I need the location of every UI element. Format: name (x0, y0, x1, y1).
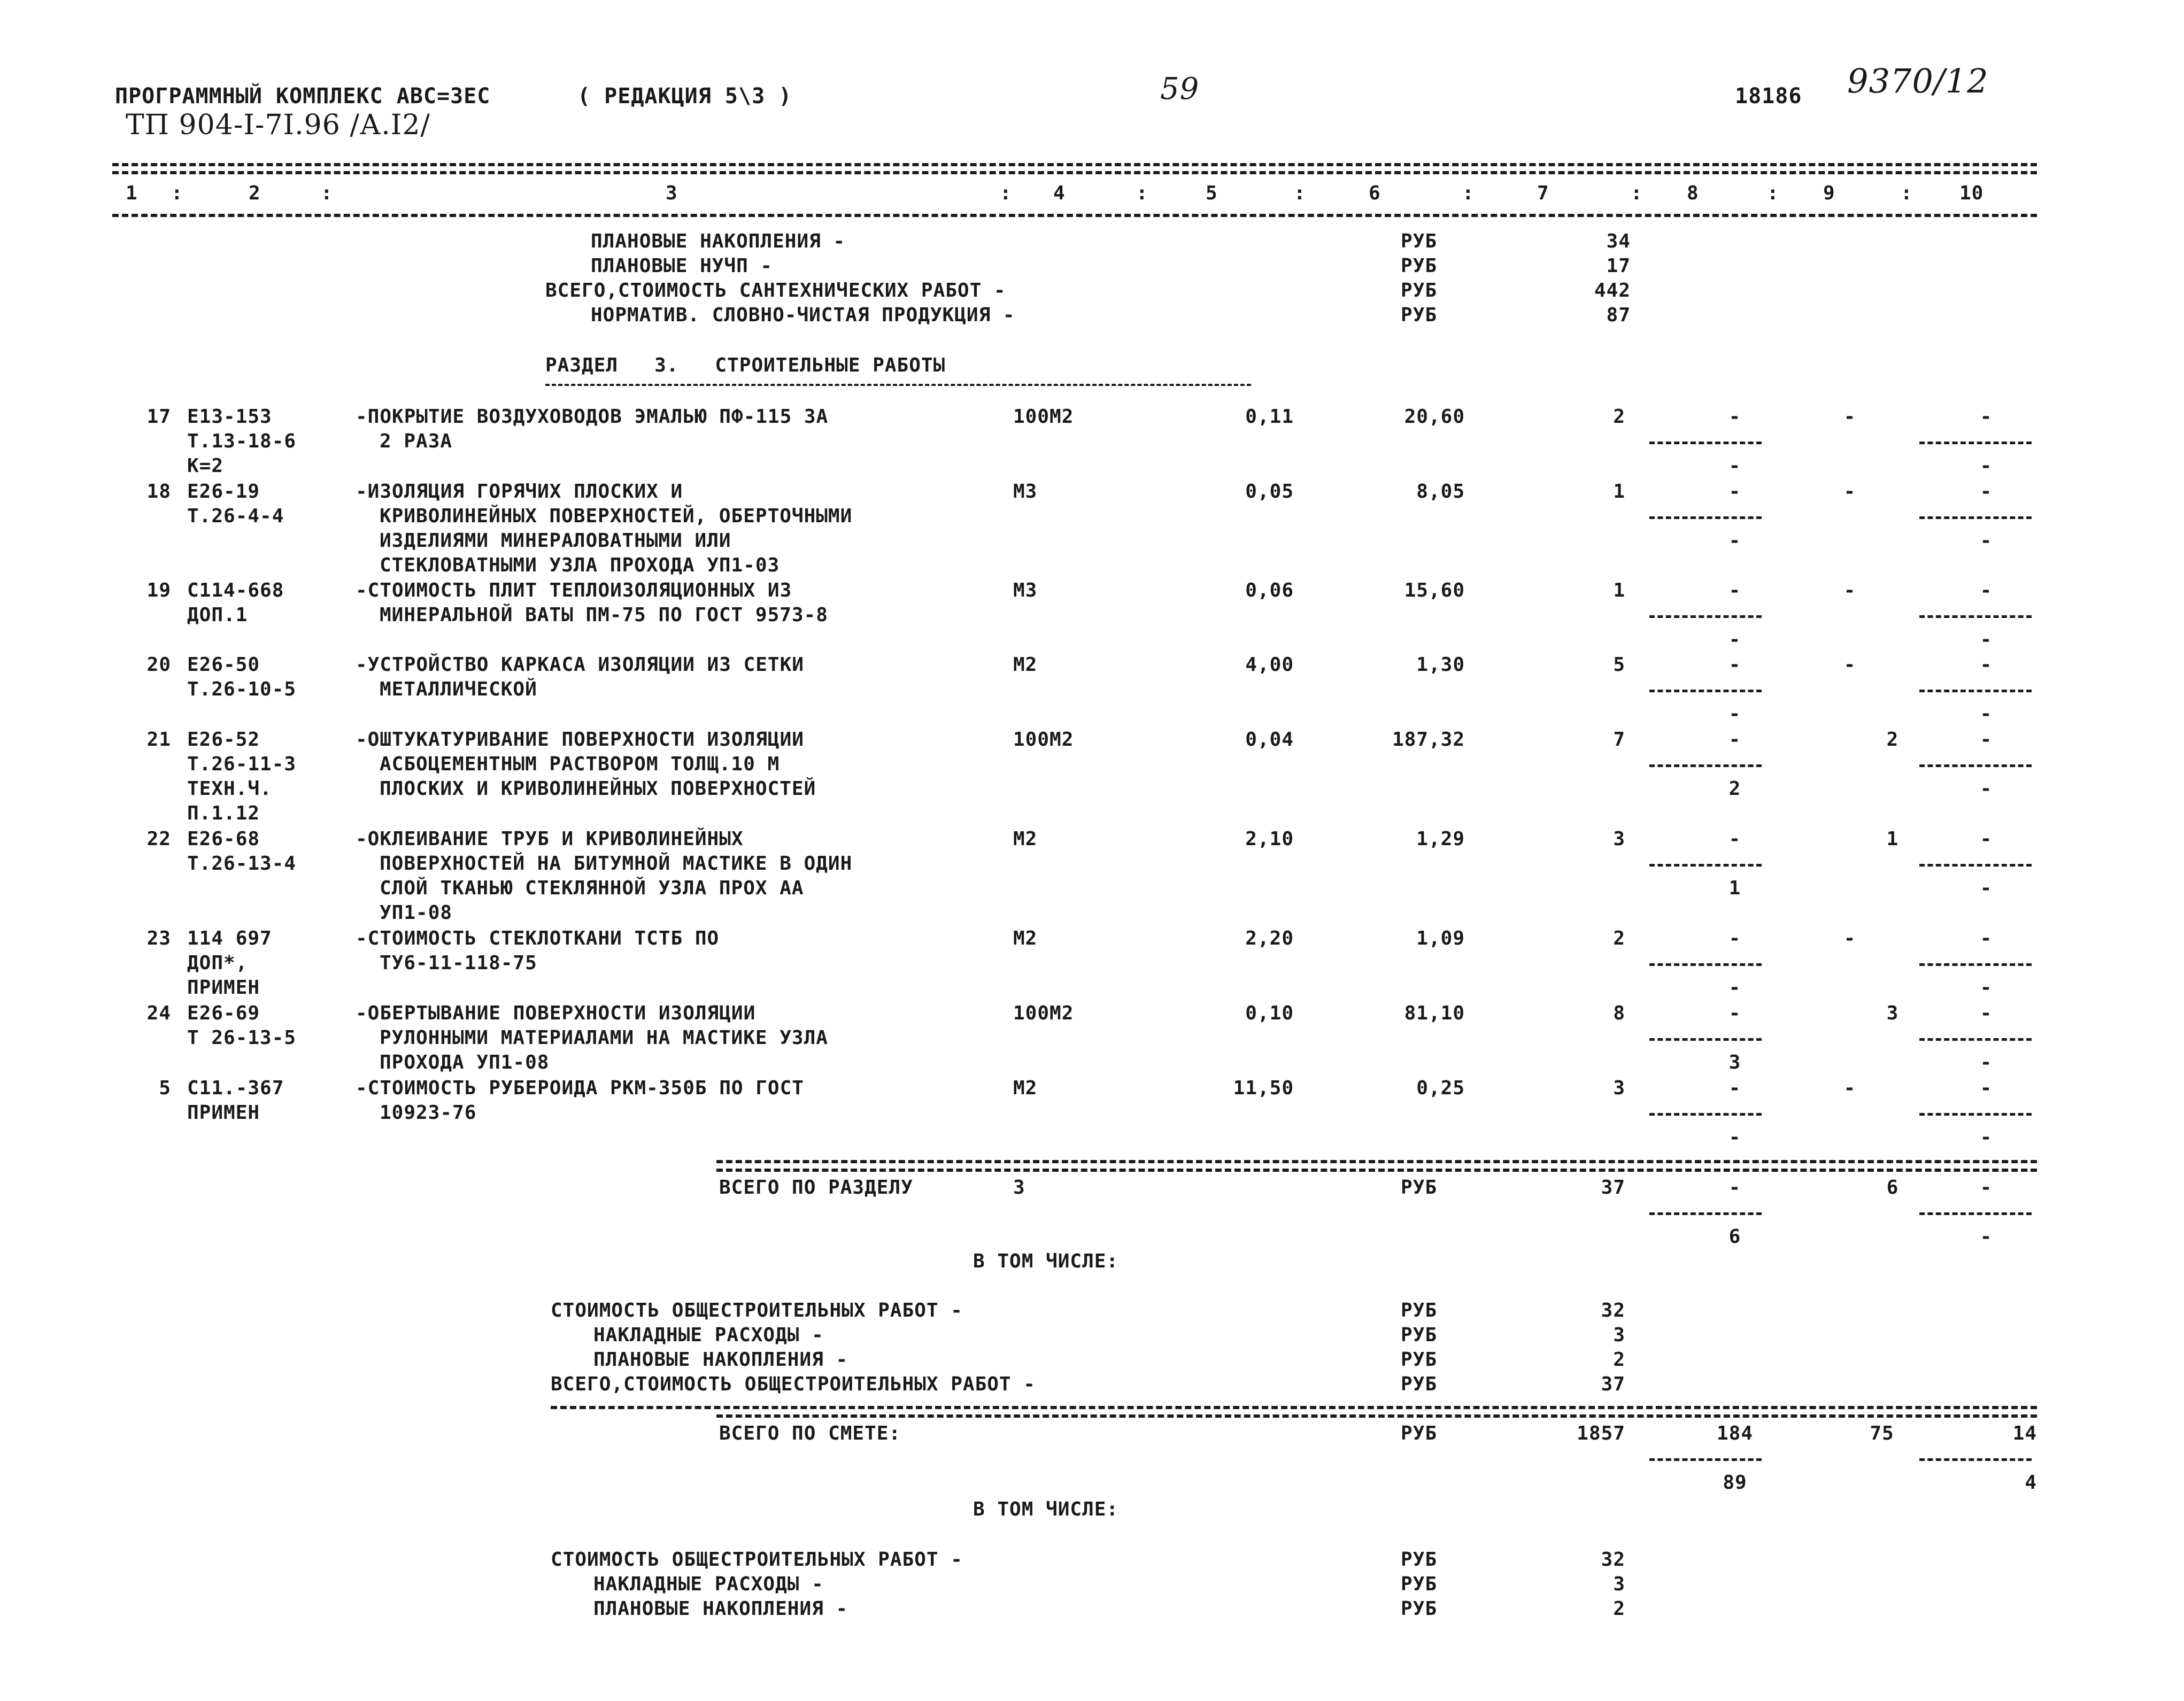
row-col10-lower: - (1980, 977, 1993, 999)
row-col8: - (1728, 579, 1741, 601)
cell-divider (1649, 764, 1762, 767)
column-header-10: 10 (1959, 182, 1984, 204)
row-col10: - (1980, 828, 1993, 850)
row-description: СЛОЙ ТКАНЬЮ СТЕКЛЯННОЙ УЗЛА ПРОХ АА (380, 877, 804, 899)
column-separator: : (1136, 182, 1148, 204)
row-unit: 100М2 (1013, 1002, 1074, 1024)
breakdown-label: СТОИМОСТЬ ОБЩЕСТРОИТЕЛЬНЫХ РАБОТ - (551, 1300, 963, 1321)
section-title: РАЗДЕЛ 3. СТРОИТЕЛЬНЫЕ РАБОТЫ (545, 354, 946, 376)
row-col8: - (1728, 654, 1741, 676)
row-col8-lower: - (1728, 629, 1741, 651)
row-description: СТЕКЛОВАТНЫМИ УЗЛА ПРОХОДА УП1-03 (380, 554, 780, 576)
column-separator: : (1000, 182, 1012, 204)
row-code: ПРИМЕН (187, 977, 260, 999)
breakdown-unit: РУБ (1401, 1300, 1438, 1321)
cell-divider (1649, 963, 1762, 966)
breakdown-amount: 32 (1601, 1549, 1625, 1571)
row-code: Е26-52 (187, 729, 260, 751)
row-col8: - (1728, 1002, 1741, 1024)
row-number: 24 (146, 1002, 171, 1024)
row-number: 19 (146, 579, 171, 601)
row-unit: М2 (1013, 1077, 1038, 1099)
section-total-col8: - (1728, 1177, 1741, 1199)
row-code: С114-668 (187, 579, 284, 601)
breakdown-label: НАКЛАДНЫЕ РАСХОДЫ - (593, 1324, 824, 1346)
cell-divider (1919, 1038, 2032, 1041)
column-separator: : (1462, 182, 1475, 204)
row-unit: М2 (1013, 654, 1038, 676)
row-col8: - (1728, 927, 1741, 949)
breakdown-unit: РУБ (1401, 1349, 1438, 1371)
row-code: Е26-68 (187, 828, 260, 850)
breakdown-amount: 2 (1613, 1598, 1625, 1620)
cell-divider (1649, 615, 1762, 618)
column-header-9: 9 (1823, 182, 1835, 204)
summary-unit: РУБ (1401, 280, 1438, 301)
column-header-3: 3 (666, 182, 678, 204)
row-number: 20 (146, 654, 171, 676)
row-code: Т.26-11-3 (187, 753, 297, 775)
row-col8: - (1728, 729, 1741, 751)
summary-label: ПЛАНОВЫЕ НУЧП - (591, 255, 773, 277)
row-col9: - (1843, 579, 1856, 601)
row-unit-price: 20,60 (1404, 406, 1465, 428)
row-code: К=2 (187, 455, 224, 477)
estimate-total-rule-2 (716, 1414, 2037, 1418)
row-col9: - (1843, 1077, 1856, 1099)
cell-divider (1649, 864, 1762, 867)
cell-divider (1649, 442, 1762, 444)
breakdown-unit: РУБ (1401, 1373, 1438, 1395)
row-col10: - (1980, 1077, 1993, 1099)
row-code: Е26-69 (187, 1002, 260, 1024)
row-col10: - (1980, 579, 1993, 601)
column-header-5: 5 (1206, 182, 1218, 204)
row-col10: - (1980, 654, 1993, 676)
row-col9: - (1843, 927, 1856, 949)
section-total-col10: - (1980, 1177, 1993, 1199)
breakdown-unit: РУБ (1401, 1598, 1438, 1620)
section-total-amount: 37 (1601, 1177, 1625, 1199)
cell-divider (1649, 516, 1762, 519)
section-total-col10-lower: - (1980, 1226, 1993, 1248)
breakdown-amount: 32 (1601, 1300, 1625, 1321)
row-description: -СТОИМОСТЬ РУБЕРОИДА РКМ-350Б ПО ГОСТ (356, 1077, 804, 1099)
row-col9: - (1843, 654, 1856, 676)
breakdown-label: ВСЕГО,СТОИМОСТЬ ОБЩЕСТРОИТЕЛЬНЫХ РАБОТ - (551, 1373, 1036, 1395)
summary-unit: РУБ (1401, 304, 1438, 326)
summary-label: ПЛАНОВЫЕ НАКОПЛЕНИЯ - (591, 230, 846, 252)
header-rule-bottom (112, 214, 2037, 217)
breakdown-amount: 3 (1613, 1324, 1625, 1346)
row-col9: - (1843, 481, 1856, 502)
row-description: -ОБЕРТЫВАНИЕ ПОВЕРХНОСТИ ИЗОЛЯЦИИ (356, 1002, 756, 1024)
row-description: -ИЗОЛЯЦИЯ ГОРЯЧИХ ПЛОСКИХ И (356, 481, 683, 502)
column-separator: : (171, 182, 183, 204)
row-description: -СТОИМОСТЬ ПЛИТ ТЕПЛОИЗОЛЯЦИОННЫХ ИЗ (356, 579, 792, 601)
breakdown-unit: РУБ (1401, 1573, 1438, 1595)
row-col8-lower: 1 (1728, 877, 1741, 899)
row-total: 8 (1613, 1002, 1625, 1024)
row-description: ИЗДЕЛИЯМИ МИНЕРАЛОВАТНЫМИ ИЛИ (380, 530, 731, 552)
row-col10-lower: - (1980, 455, 1993, 477)
column-separator: : (1631, 182, 1643, 204)
cell-divider (1919, 690, 2032, 692)
page-number: 59 (1160, 72, 1200, 106)
breakdown-unit: РУБ (1401, 1324, 1438, 1346)
row-description: ПРОХОДА УП1-08 (380, 1051, 550, 1073)
section-total-label: ВСЕГО ПО РАЗДЕЛУ (719, 1177, 913, 1199)
header-rule-top-2 (112, 171, 2037, 174)
section-total-unit: РУБ (1401, 1177, 1438, 1199)
breakdown-label: ПЛАНОВЫЕ НАКОПЛЕНИЯ - (593, 1598, 848, 1620)
row-unit-price: 8,05 (1416, 481, 1465, 502)
row-description: -ОКЛЕИВАНИЕ ТРУБ И КРИВОЛИНЕЙНЫХ (356, 828, 744, 850)
summary-amount: 17 (1606, 255, 1631, 277)
row-description: АСБОЦЕМЕНТНЫМ РАСТВОРОМ ТОЛЩ.10 М (380, 753, 780, 775)
row-code: 114 697 (187, 927, 272, 949)
column-header-1: 1 (126, 182, 138, 204)
row-description: -ОШТУКАТУРИВАНИЕ ПОВЕРХНОСТИ ИЗОЛЯЦИИ (356, 729, 804, 751)
edition-label: ( РЕДАКЦИЯ 5\3 ) (577, 84, 792, 109)
row-quantity: 0,10 (1245, 1002, 1294, 1024)
row-unit: М3 (1013, 579, 1038, 601)
section-total-rule (716, 1160, 2037, 1163)
row-quantity: 0,06 (1245, 579, 1294, 601)
row-col9: 1 (1886, 828, 1899, 850)
section-total-rule-2 (716, 1169, 2037, 1172)
row-col8-lower: 2 (1728, 778, 1741, 800)
summary-label: НОРМАТИВ. СЛОВНО-ЧИСТАЯ ПРОДУКЦИЯ - (591, 304, 1015, 326)
row-description: 10923-76 (380, 1102, 477, 1124)
row-unit-price: 0,25 (1416, 1077, 1465, 1099)
cell-divider (1919, 1458, 2032, 1461)
row-col8-lower: - (1728, 703, 1741, 725)
row-total: 2 (1613, 406, 1625, 428)
row-col8: - (1728, 406, 1741, 428)
row-total: 1 (1613, 579, 1625, 601)
row-unit-price: 1,30 (1416, 654, 1465, 676)
program-name: ПРОГРАММНЫЙ КОМПЛЕКС АВС=3ЕС (115, 84, 491, 109)
breakdown-amount: 37 (1601, 1373, 1625, 1395)
row-col10: - (1980, 729, 1993, 751)
row-description: 2 РАЗА (380, 430, 453, 452)
row-total: 7 (1613, 729, 1625, 751)
estimate-total-col10: 14 (2012, 1422, 2037, 1444)
row-col10: - (1980, 406, 1993, 428)
row-number: 5 (159, 1077, 171, 1099)
column-separator: : (1294, 182, 1306, 204)
row-description: -УСТРОЙСТВО КАРКАСА ИЗОЛЯЦИИ ИЗ СЕТКИ (356, 654, 804, 676)
row-col8-lower: 3 (1728, 1051, 1741, 1073)
section-total-col9: 6 (1886, 1177, 1899, 1199)
row-description: УП1-08 (380, 902, 453, 924)
row-col10-lower: - (1980, 530, 1993, 552)
row-total: 1 (1613, 481, 1625, 502)
breakdown-label: НАКЛАДНЫЕ РАСХОДЫ - (593, 1573, 824, 1595)
row-unit: 100М2 (1013, 729, 1074, 751)
summary-unit: РУБ (1401, 230, 1438, 252)
handwritten-number: 9370/12 (1847, 61, 1989, 100)
cell-divider (1649, 1458, 1762, 1461)
row-col8-lower: - (1728, 530, 1741, 552)
row-col10-lower: - (1980, 703, 1993, 725)
row-description: ПЛОСКИХ И КРИВОЛИНЕЙНЫХ ПОВЕРХНОСТЕЙ (380, 778, 816, 800)
row-description: -СТОИМОСТЬ СТЕКЛОТКАНИ ТСТБ ПО (356, 927, 720, 949)
cell-divider (1919, 1113, 2032, 1116)
row-quantity: 11,50 (1233, 1077, 1294, 1099)
row-code: ПРИМЕН (187, 1102, 260, 1124)
row-code: Т.26-4-4 (187, 505, 284, 527)
document-code: 18186 (1735, 84, 1802, 109)
section-title-underline (545, 384, 1251, 386)
cell-divider (1919, 764, 2032, 767)
row-col10-lower: - (1980, 1126, 1993, 1148)
row-col9: 2 (1886, 729, 1899, 751)
row-col10: - (1980, 481, 1993, 502)
row-code: П.1.12 (187, 802, 260, 824)
row-code: Т.26-10-5 (187, 678, 297, 700)
row-code: ДОП*, (187, 952, 248, 974)
row-code: Е26-50 (187, 654, 260, 676)
row-col10-lower: - (1980, 1051, 1993, 1073)
row-number: 23 (146, 927, 171, 949)
row-unit-price: 1,29 (1416, 828, 1465, 850)
row-code: Т 26-13-5 (187, 1027, 297, 1049)
row-unit-price: 187,32 (1392, 729, 1465, 751)
breakdown-label: ПЛАНОВЫЕ НАКОПЛЕНИЯ - (593, 1349, 848, 1371)
row-total: 5 (1613, 654, 1625, 676)
row-total: 2 (1613, 927, 1625, 949)
breakdown-amount: 2 (1613, 1349, 1625, 1371)
breakdown-unit: РУБ (1401, 1549, 1438, 1571)
row-number: 17 (146, 406, 171, 428)
breakdown-amount: 3 (1613, 1573, 1625, 1595)
summary-amount: 34 (1606, 230, 1631, 252)
row-description: МИНЕРАЛЬНОЙ ВАТЫ ПМ-75 ПО ГОСТ 9573-8 (380, 604, 828, 626)
row-unit-price: 81,10 (1404, 1002, 1465, 1024)
row-col10: - (1980, 1002, 1993, 1024)
row-unit: М2 (1013, 927, 1038, 949)
row-code: ДОП.1 (187, 604, 248, 626)
row-description: ТУ6-11-118-75 (380, 952, 537, 974)
row-code: ТЕХН.Ч. (187, 778, 272, 800)
column-separator: : (1901, 182, 1913, 204)
row-quantity: 0,05 (1245, 481, 1294, 502)
row-col9: - (1843, 406, 1856, 428)
estimate-total-amount: 1857 (1577, 1422, 1625, 1444)
column-header-4: 4 (1053, 182, 1066, 204)
row-col10-lower: - (1980, 629, 1993, 651)
summary-label: ВСЕГО,СТОИМОСТЬ САНТЕХНИЧЕСКИХ РАБОТ - (545, 280, 1006, 301)
estimate-total-label: ВСЕГО ПО СМЕТЕ: (719, 1422, 901, 1444)
row-code: Е13-153 (187, 406, 272, 428)
row-col9: 3 (1886, 1002, 1899, 1024)
including-heading: В ТОМ ЧИСЛЕ: (973, 1250, 1119, 1272)
row-code: Т.13-18-6 (187, 430, 297, 452)
row-total: 3 (1613, 828, 1625, 850)
estimate-total-col8-lower: 89 (1723, 1472, 1747, 1494)
row-description: ПОВЕРХНОСТЕЙ НА БИТУМНОЙ МАСТИКЕ В ОДИН (380, 853, 853, 875)
row-number: 18 (146, 481, 171, 502)
row-quantity: 0,11 (1245, 406, 1294, 428)
section-total-col8-lower: 6 (1728, 1226, 1741, 1248)
column-header-2: 2 (249, 182, 261, 204)
row-unit: М3 (1013, 481, 1038, 502)
row-description: РУЛОННЫМИ МАТЕРИАЛАМИ НА МАСТИКЕ УЗЛА (380, 1027, 828, 1049)
including-heading: В ТОМ ЧИСЛЕ: (973, 1498, 1119, 1520)
row-col10: - (1980, 927, 1993, 949)
row-col8: - (1728, 1077, 1741, 1099)
row-col8-lower: - (1728, 1126, 1741, 1148)
cell-divider (1919, 615, 2032, 618)
estimate-total-col8: 184 (1716, 1422, 1754, 1444)
row-code: С11.-367 (187, 1077, 284, 1099)
row-unit: М2 (1013, 828, 1038, 850)
row-description: КРИВОЛИНЕЙНЫХ ПОВЕРХНОСТЕЙ, ОБЕРТОЧНЫМИ (380, 505, 853, 527)
column-header-7: 7 (1537, 182, 1549, 204)
row-unit-price: 1,09 (1416, 927, 1465, 949)
cell-divider (1919, 963, 2032, 966)
estimate-total-unit: РУБ (1401, 1422, 1438, 1444)
cell-divider (1649, 1113, 1762, 1116)
row-col8-lower: - (1728, 977, 1741, 999)
summary-amount: 442 (1594, 280, 1631, 301)
row-code: Т.26-13-4 (187, 853, 297, 875)
row-col8: - (1728, 828, 1741, 850)
row-quantity: 2,20 (1245, 927, 1294, 949)
summary-amount: 87 (1606, 304, 1631, 326)
breakdown-label: СТОИМОСТЬ ОБЩЕСТРОИТЕЛЬНЫХ РАБОТ - (551, 1549, 963, 1571)
row-quantity: 2,10 (1245, 828, 1294, 850)
cell-divider (1919, 516, 2032, 519)
row-col10-lower: - (1980, 877, 1993, 899)
cell-divider (1919, 1212, 2032, 1215)
row-quantity: 4,00 (1245, 654, 1294, 676)
row-number: 21 (146, 729, 171, 751)
cell-divider (1649, 690, 1762, 692)
row-col10-lower: - (1980, 778, 1993, 800)
row-col8: - (1728, 481, 1741, 502)
estimate-total-rule (551, 1406, 2037, 1409)
project-label: ТП 904-I-7I.96 /А.I2/ (126, 109, 430, 141)
summary-unit: РУБ (1401, 255, 1438, 277)
row-quantity: 0,04 (1245, 729, 1294, 751)
row-total: 3 (1613, 1077, 1625, 1099)
row-unit-price: 15,60 (1404, 579, 1465, 601)
column-header-6: 6 (1369, 182, 1381, 204)
section-total-number: 3 (1013, 1177, 1025, 1199)
cell-divider (1649, 1212, 1762, 1215)
estimate-total-col9: 75 (1870, 1422, 1894, 1444)
cell-divider (1919, 864, 2032, 867)
row-number: 22 (146, 828, 171, 850)
header-rule-top (112, 163, 2037, 166)
row-description: МЕТАЛЛИЧЕСКОЙ (380, 678, 537, 700)
column-separator: : (321, 182, 333, 204)
row-col8-lower: - (1728, 455, 1741, 477)
row-description: -ПОКРЫТИЕ ВОЗДУХОВОДОВ ЭМАЛЬЮ ПФ-115 ЗА (356, 406, 829, 428)
row-code: Е26-19 (187, 481, 260, 502)
cell-divider (1919, 442, 2032, 444)
column-separator: : (1767, 182, 1779, 204)
estimate-total-col10-lower: 4 (2025, 1472, 2037, 1494)
row-unit: 100М2 (1013, 406, 1074, 428)
column-header-8: 8 (1687, 182, 1699, 204)
cell-divider (1649, 1038, 1762, 1041)
